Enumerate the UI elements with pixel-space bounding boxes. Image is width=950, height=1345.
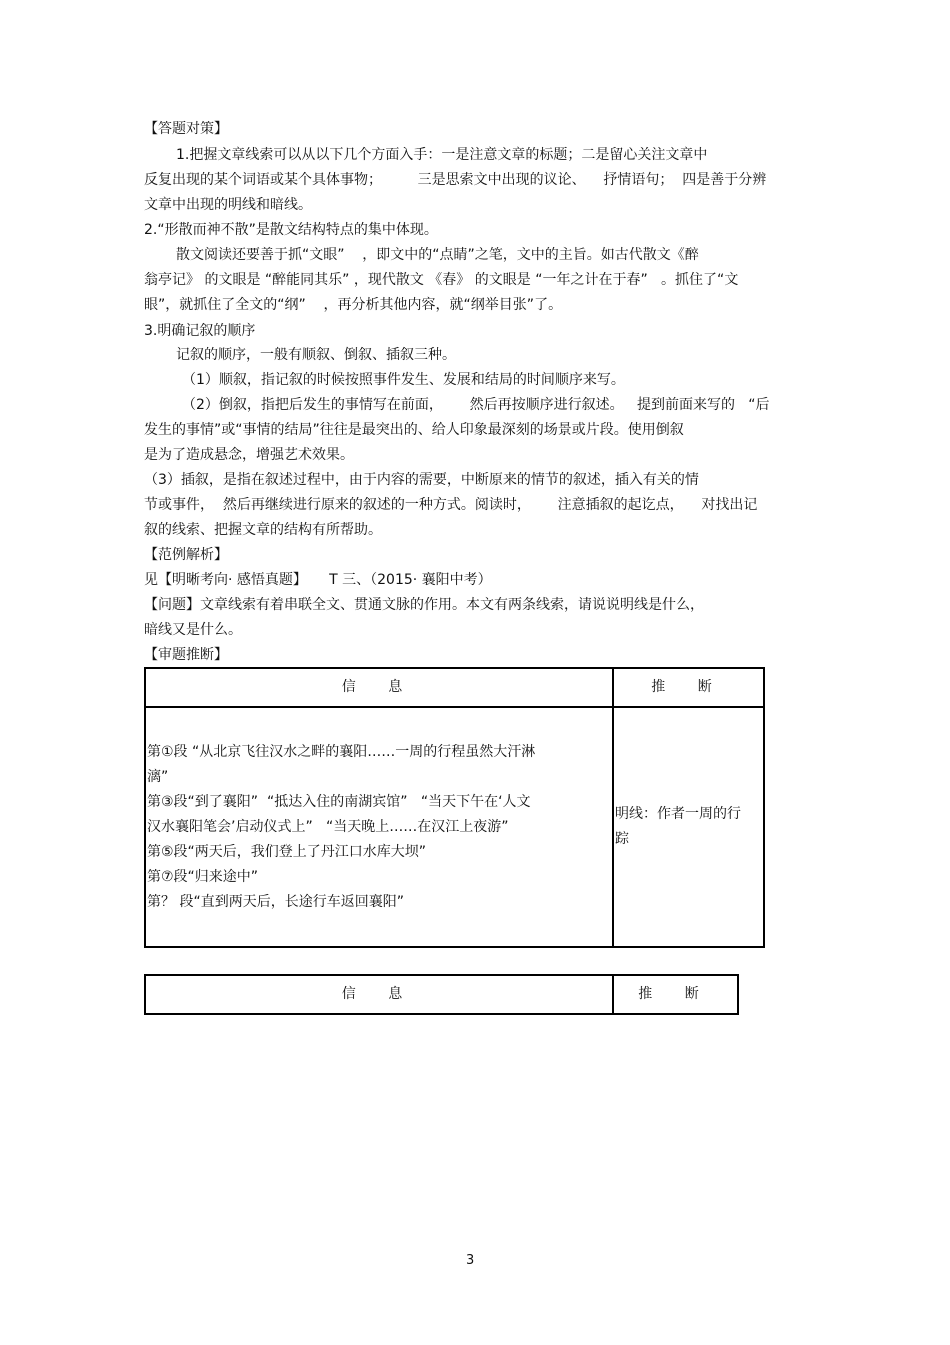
table-header-row	[145, 975, 738, 1014]
inference-table	[144, 667, 765, 948]
paragraph-line: 是为了造成悬念，增强艺术效果。	[144, 447, 354, 463]
question-line: 【问题】文章线索有着串联全文、贯通文脉的作用。本文有两条线索，请说说明线是什么，	[144, 597, 704, 613]
inference-line: 明线：作者一周的行	[615, 806, 741, 822]
inference-cell	[613, 707, 764, 947]
page-number: 3	[466, 1253, 475, 1268]
paragraph-line: 反复出现的某个词语或某个具体事物； 三是思索文中出现的议论、 抒情语句； 四是善于分辨	[144, 172, 767, 188]
info-line: 第⑤段“两天后，我们登上了丹江口水库大坝”	[147, 843, 427, 860]
info-line: 漓”	[147, 768, 169, 785]
paragraph-line: 2.“形散而神不散”是散文结构特点的集中体现。	[144, 222, 438, 238]
heading-example-analysis: 【范例解析】	[144, 547, 228, 563]
inference-table-2	[144, 974, 739, 1015]
paragraph-line: （2）倒叙，指把后发生的事情写在前面， 然后再按顺序进行叙述。 提到前面来写的 “后	[182, 397, 770, 413]
paragraph-line: 记叙的顺序，一般有顺叙、倒叙、插叙三种。	[176, 347, 456, 363]
table-header-row	[145, 668, 764, 707]
info-line: 第？ 段“直到两天后，长途行车返回襄阳”	[147, 893, 404, 910]
info-cell	[145, 707, 613, 947]
paragraph-line: （1）顺叙，指记叙的时候按照事件发生、发展和结局的时间顺序来写。	[182, 372, 625, 388]
paragraph-line: 3.明确记叙的顺序	[144, 323, 256, 339]
header-info: 信 息	[145, 668, 613, 707]
paragraph-line: 文章中出现的明线和暗线。	[144, 197, 312, 213]
inference-line: 踪	[615, 831, 629, 847]
paragraph-line: 发生的事情”或“事情的结局”往往是最突出的、给人印象最深刻的场景或片段。使用倒叙	[144, 422, 684, 438]
table-row	[145, 707, 764, 947]
paragraph-line: （3）插叙，是指在叙述过程中，由于内容的需要，中断原来的情节的叙述，插入有关的情	[144, 472, 699, 488]
question-line: 暗线又是什么。	[144, 622, 242, 638]
header-inference: 推 断	[613, 975, 738, 1014]
paragraph-line: 翁亭记》 的文眼是 “醉能同其乐” ，现代散文 《春》 的文眼是 “一年之计在于春” 。抓住了“文	[144, 272, 739, 288]
reference-line: 见【明晰考向· 感悟真题】 T 三、（2015· 襄阳中考）	[144, 572, 492, 588]
paragraph-line: 1.把握文章线索可以从以下几个方面入手：一是注意文章的标题；二是留心关注文章中	[176, 147, 708, 163]
info-line: 第①段 “从北京飞往汉水之畔的襄阳……一周的行程虽然大汗淋	[147, 743, 536, 760]
paragraph-line: 叙的线索、把握文章的结构有所帮助。	[144, 522, 382, 538]
paragraph-line: 散文阅读还要善于抓“文眼” ，即文中的“点睛”之笔，文中的主旨。如古代散文《醉	[176, 247, 699, 263]
header-inference: 推 断	[613, 668, 764, 707]
heading-answer-strategy: 【答题对策】	[144, 121, 228, 137]
info-line: 第⑦段“归来途中”	[147, 868, 259, 885]
heading-inference: 【审题推断】	[144, 647, 228, 663]
info-line: 汉水襄阳笔会’启动仪式上” “当天晚上……在汉江上夜游”	[147, 818, 509, 835]
paragraph-line: 眼”，就抓住了全文的“纲” ，再分析其他内容，就“纲举目张”了。	[144, 297, 563, 313]
info-line: 第③段“到了襄阳” “抵达入住的南湖宾馆” “当天下午在‘人文	[147, 793, 531, 810]
header-info: 信 息	[145, 975, 613, 1014]
paragraph-line: 节或事件， 然后再继续进行原来的叙述的一种方式。阅读时， 注意插叙的起讫点， 对找出记	[144, 497, 758, 513]
